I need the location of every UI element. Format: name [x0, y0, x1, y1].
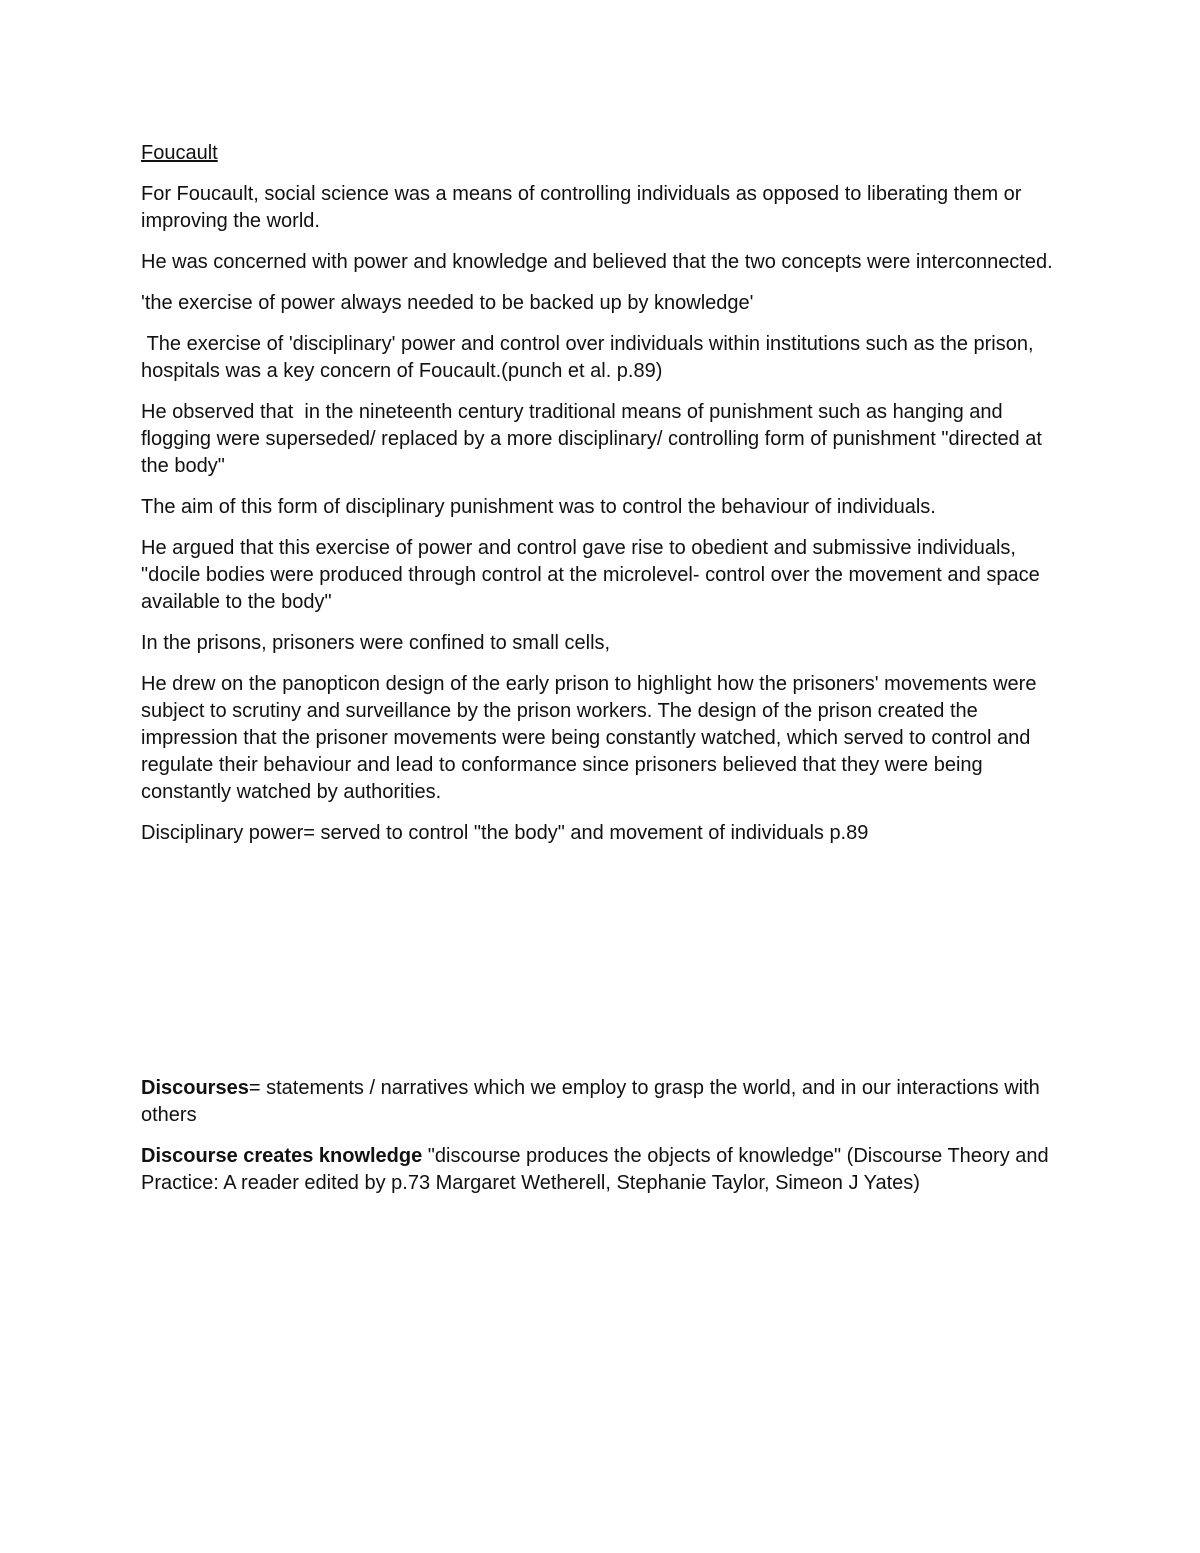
paragraph-disciplinary-definition: Disciplinary power= served to control "the body" and movement of individuals p.89 — [141, 822, 869, 844]
paragraph-disciplinary-power: The exercise of 'disciplinary' power and control over individuals within institutions such as the prison, hospitals was a key concern of Foucault.(punch et al. p.89) — [141, 333, 1040, 382]
discourse-knowledge-definition: "discourse produces the objects of knowledge" (Discourse Theory and Practice: A reader edited by p.73 Margaret Wetherell, Stephanie Taylor, Simeon J Yates) — [141, 1145, 1055, 1194]
paragraph-discourse-knowledge — [141, 1143, 1061, 1197]
paragraph-nineteenth-century: He observed that in the nineteenth century traditional means of punishment such as hanging and flogging were superseded/ replaced by a more disciplinary/ controlling form of punishment "directed at the body" — [141, 401, 1048, 477]
paragraph-power-knowledge: He was concerned with power and knowledge and believed that the two concepts were interconnected. — [141, 251, 1053, 273]
discourses-term: Discourses — [141, 1077, 249, 1099]
blank-space — [141, 861, 1061, 1075]
paragraph-aim-punishment: The aim of this form of disciplinary punishment was to control the behaviour of individuals. — [141, 496, 936, 518]
document-page — [141, 140, 1061, 1211]
paragraph-quote-power: 'the exercise of power always needed to be backed up by knowledge' — [141, 292, 754, 314]
paragraph-panopticon: He drew on the panopticon design of the early prison to highlight how the prisoners' movements were subject to scrutiny and surveillance by the prison workers. The design of the prison created the impression that the prisoner movements were being constantly watched, which served to control and regulate their behaviour and lead to conformance since prisoners believed that they were being constantly watched by authorities. — [141, 673, 1037, 803]
discourse-knowledge-term: Discourse creates knowledge — [141, 1145, 423, 1167]
document-title: Foucault — [141, 142, 218, 164]
paragraph-discourses — [141, 1075, 1061, 1129]
paragraph-social-science: For Foucault, social science was a means of controlling individuals as opposed to liberating them or improving the world. — [141, 183, 1022, 232]
discourses-definition: = statements / narratives which we employ to grasp the world, and in our interactions with others — [141, 1077, 1040, 1126]
paragraph-docile-bodies: He argued that this exercise of power and control gave rise to obedient and submissive individuals, "docile bodies were produced through control at the microlevel- control over the movement and space available to the body" — [141, 537, 1046, 613]
paragraph-prison-cells: In the prisons, prisoners were confined to small cells, — [141, 632, 611, 654]
